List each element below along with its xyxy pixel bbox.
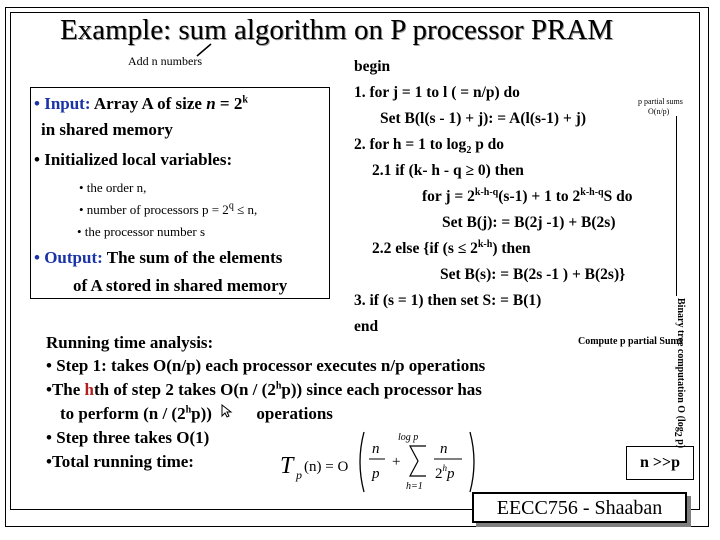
analysis-step-2-h: h xyxy=(84,380,95,399)
output-line xyxy=(34,248,282,268)
analysis-step-1: • Step 1: takes O(n/p) each processor executes n/p operations xyxy=(46,356,486,375)
bullet-order: • the order n, xyxy=(79,180,147,195)
code-begin: begin xyxy=(354,58,391,75)
slide-title: Example: sum algorithm on P processor PRAM xyxy=(60,14,614,46)
input-line xyxy=(34,94,248,114)
analysis-step-2-line-2 xyxy=(60,404,333,424)
bullet-procnum: • the processor number s xyxy=(77,224,206,239)
bullet-processors-exp: q xyxy=(228,200,234,212)
code-line-7-exp: k-h xyxy=(477,238,493,250)
analysis-step-2-b: th of step 2 takes O(n / (2 xyxy=(94,380,276,399)
formula-frac2-den-h: h xyxy=(442,463,447,473)
formula-left-paren xyxy=(360,432,364,492)
analysis-step-2-line-2-hsup: h xyxy=(185,404,192,416)
binary-tree-note-suffix: p) xyxy=(675,436,686,449)
code-line-7 xyxy=(372,240,531,258)
code-line-5-b: (s-1) + 1 to 2 xyxy=(498,188,581,205)
analysis-step-2-line-2-c: operations xyxy=(256,404,333,423)
running-time-formula xyxy=(268,428,628,496)
code-line-5-exp1: k-h-q xyxy=(474,186,499,198)
bullet-processors-suffix: ≤ n, xyxy=(233,202,258,217)
bullet-processors-text: • number of processors p = 2 xyxy=(79,202,229,217)
input-text: Array A of size xyxy=(90,94,207,113)
input-n: n xyxy=(206,94,216,113)
formula-frac-den: p xyxy=(372,466,380,482)
formula-T: T xyxy=(280,453,294,479)
bracket-line xyxy=(676,116,677,296)
bullet-processors xyxy=(79,202,257,218)
formula-sigma xyxy=(410,446,426,476)
formula-sum-top-p: p xyxy=(413,432,419,443)
formula-sum-top xyxy=(398,432,418,443)
partial-sums-note-line-1: p partial sums xyxy=(638,97,683,106)
code-line-3 xyxy=(354,136,505,157)
code-line-5-c: S do xyxy=(603,188,633,205)
pointer-cursor-icon xyxy=(220,404,236,418)
input-eq: = 2 xyxy=(215,94,243,113)
formula-right-paren xyxy=(470,432,474,492)
input-exp: k xyxy=(242,94,248,106)
formula-T-sub: p xyxy=(296,468,302,482)
compute-note: Compute p partial Sums xyxy=(578,336,683,347)
code-line-9: 3. if (s = 1) then set S: = B(1) xyxy=(354,292,542,309)
binary-tree-note-text: Binary tree computation O (log xyxy=(675,298,686,432)
code-line-6: Set B(j): = B(2j -1) + B(2s) xyxy=(442,214,616,231)
analysis-step-2 xyxy=(46,380,482,400)
code-line-3-sub: 2 xyxy=(466,145,472,157)
formula-middle: (n) = O xyxy=(304,459,349,475)
condition-box: n >>p xyxy=(626,446,694,480)
code-line-7-b: ) then xyxy=(492,240,531,257)
code-line-5 xyxy=(422,188,633,206)
input-line-2: in shared memory xyxy=(41,120,173,139)
analysis-total: •Total running time: xyxy=(46,452,194,471)
footer-badge: EECC756 - Shaaban xyxy=(472,492,687,523)
analysis-step-2-line-2-a: to perform (n / (2 xyxy=(60,404,186,423)
code-line-1: 1. for j = 1 to l ( = n/p) do xyxy=(354,84,520,101)
code-line-2: Set B(l(s - 1) + j): = A(l(s-1) + j) xyxy=(380,110,586,127)
code-line-7-a: 2.2 else {if (s ≤ 2 xyxy=(372,240,478,257)
formula-frac2-den-2: 2 xyxy=(435,466,443,482)
partial-sums-note-line-2: O(n/p) xyxy=(648,107,670,116)
analysis-step-2-line-2-b: p)) xyxy=(191,404,212,423)
formula-sum-bottom: h=1 xyxy=(406,481,423,492)
code-end: end xyxy=(354,318,379,335)
analysis-heading: Running time analysis: xyxy=(46,333,214,352)
subtitle: Add n numbers xyxy=(128,54,202,68)
output-line-2: of A stored in shared memory xyxy=(73,276,288,295)
code-line-3-suffix: p do xyxy=(471,136,505,153)
initialized-heading: • Initialized local variables: xyxy=(34,150,233,169)
partial-sums-note xyxy=(638,97,683,117)
binary-tree-note-sub: 2 xyxy=(672,431,683,437)
analysis-step-2-a: •The xyxy=(46,380,85,399)
formula-frac-num: n xyxy=(372,441,380,457)
formula-sum-top-log: log xyxy=(398,432,411,443)
code-line-4: 2.1 if (k- h - q ≥ 0) then xyxy=(372,162,524,179)
code-line-5-a: for j = 2 xyxy=(422,188,475,205)
formula-frac2-den xyxy=(435,463,455,482)
input-label: • Input: xyxy=(34,94,91,113)
analysis-step-2-c: p)) since each processor has xyxy=(281,380,482,399)
binary-tree-note xyxy=(672,298,686,449)
formula-plus: + xyxy=(392,454,401,470)
spec-box xyxy=(30,87,330,299)
analysis-step-2-hsup: h xyxy=(275,380,282,392)
code-line-8: Set B(s): = B(2s -1 ) + B(2s)} xyxy=(440,266,626,283)
formula-frac2-num: n xyxy=(440,441,448,457)
output-label: • Output: xyxy=(34,248,103,267)
formula-frac2-den-p: p xyxy=(447,466,455,482)
code-line-3-text: 2. for h = 1 to log xyxy=(354,136,467,153)
code-line-5-exp2: k-h-q xyxy=(580,186,604,198)
output-text: The sum of the elements xyxy=(102,248,283,267)
analysis-step-3: • Step three takes O(1) xyxy=(46,428,210,447)
